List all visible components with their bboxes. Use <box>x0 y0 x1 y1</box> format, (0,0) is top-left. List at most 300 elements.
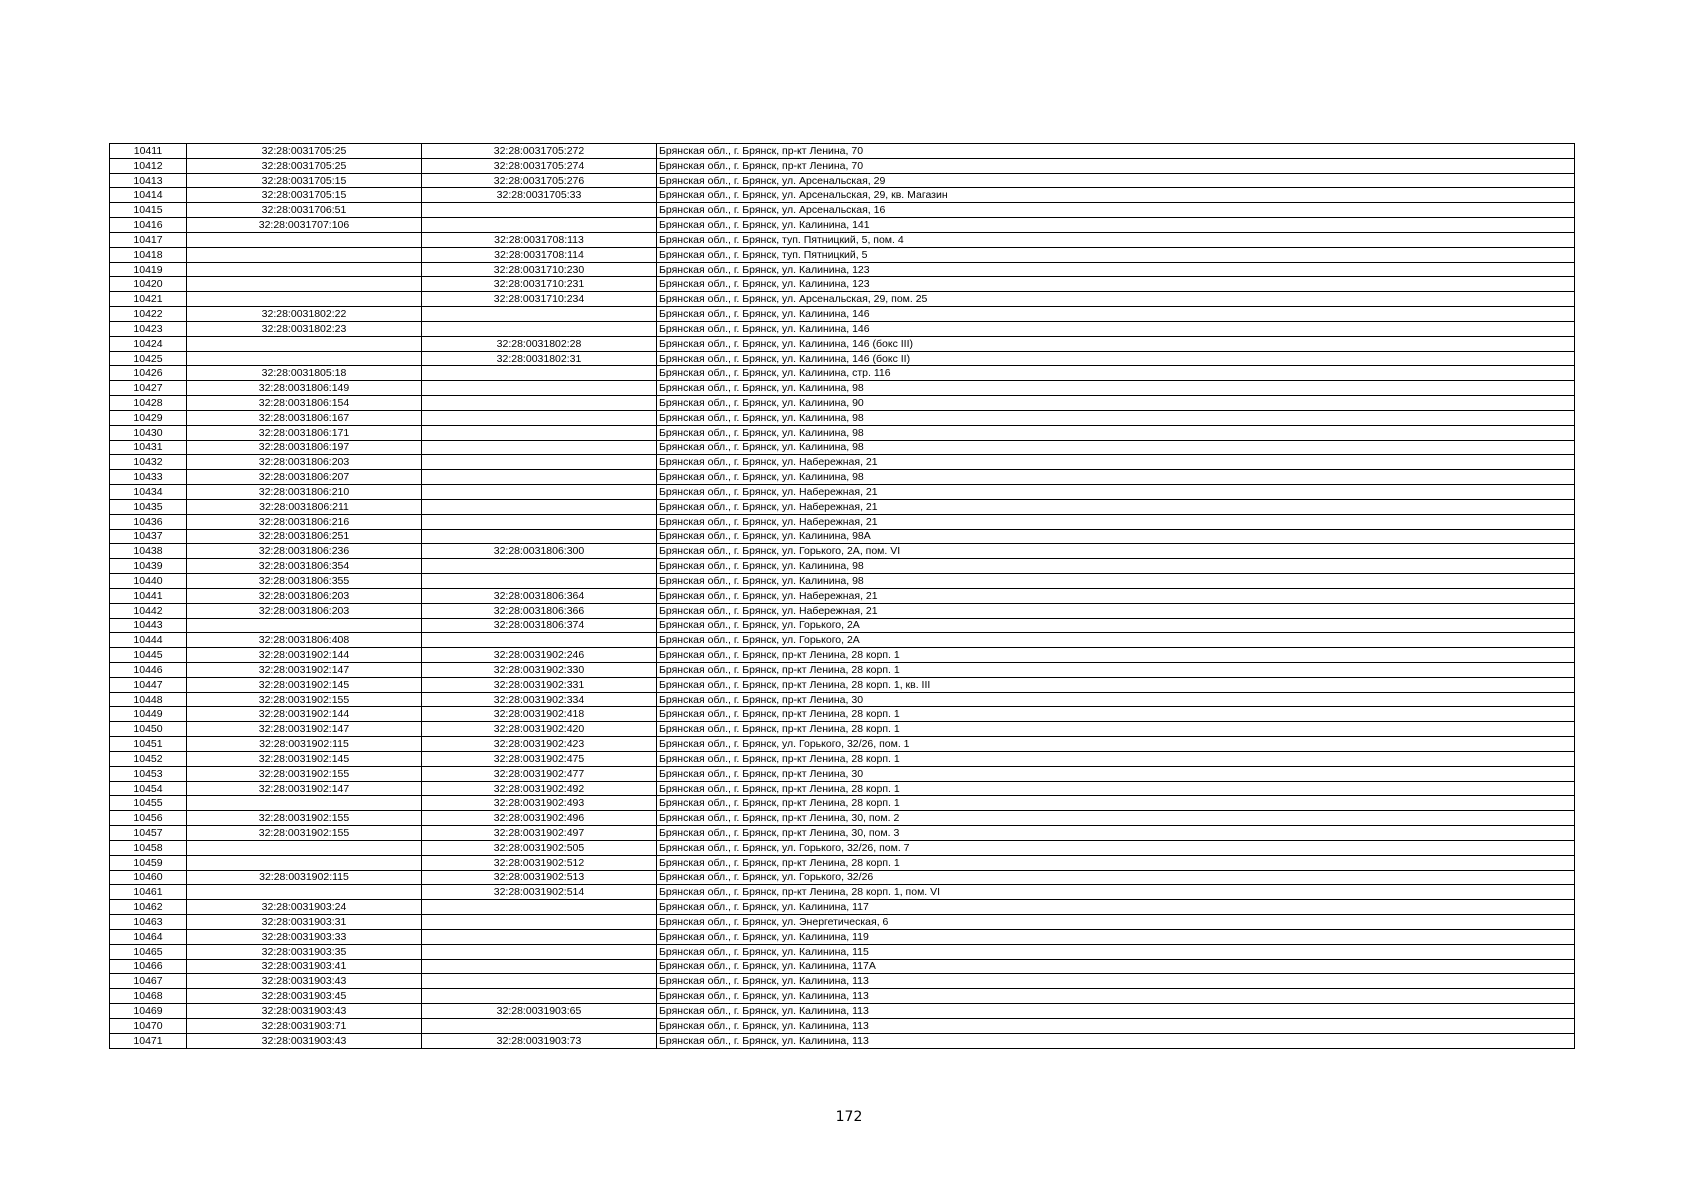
land-cadastral-number-cell <box>187 351 422 366</box>
table-row <box>110 722 1575 737</box>
address-cell: Брянская обл., г. Брянск, ул. Калинина, 141 <box>657 218 1575 233</box>
table-row <box>110 989 1575 1004</box>
object-cadastral-number-cell <box>422 381 657 396</box>
row-number-cell: 10421 <box>110 292 187 307</box>
table-row <box>110 351 1575 366</box>
row-number-cell: 10435 <box>110 499 187 514</box>
land-cadastral-number-cell <box>187 840 422 855</box>
table-row <box>110 855 1575 870</box>
address-cell: Брянская обл., г. Брянск, ул. Набережная, 21 <box>657 588 1575 603</box>
address-cell: Брянская обл., г. Брянск, ул. Калинина, 117 <box>657 900 1575 915</box>
table-row <box>110 811 1575 826</box>
land-cadastral-number-cell <box>187 262 422 277</box>
address-cell: Брянская обл., г. Брянск, ул. Арсенальская, 16 <box>657 203 1575 218</box>
land-cadastral-number-cell: 32:28:0031705:25 <box>187 158 422 173</box>
address-cell: Брянская обл., г. Брянск, ул. Калинина, 98 <box>657 440 1575 455</box>
land-cadastral-number-cell: 32:28:0031806:210 <box>187 485 422 500</box>
row-number-cell: 10426 <box>110 366 187 381</box>
row-number-cell: 10433 <box>110 470 187 485</box>
land-cadastral-number-cell: 32:28:0031902:155 <box>187 766 422 781</box>
row-number-cell: 10427 <box>110 381 187 396</box>
address-cell: Брянская обл., г. Брянск, ул. Калинина, 117А <box>657 959 1575 974</box>
row-number-cell: 10457 <box>110 826 187 841</box>
table-row <box>110 425 1575 440</box>
address-cell: Брянская обл., г. Брянск, пр-кт Ленина, 28 корп. 1 <box>657 648 1575 663</box>
row-number-cell: 10449 <box>110 707 187 722</box>
row-number-cell: 10459 <box>110 855 187 870</box>
land-cadastral-number-cell: 32:28:0031806:203 <box>187 455 422 470</box>
row-number-cell: 10424 <box>110 336 187 351</box>
table-row <box>110 559 1575 574</box>
address-cell: Брянская обл., г. Брянск, туп. Пятницкий, 5 <box>657 247 1575 262</box>
row-number-cell: 10452 <box>110 751 187 766</box>
object-cadastral-number-cell <box>422 900 657 915</box>
address-cell: Брянская обл., г. Брянск, ул. Калинина, 98А <box>657 529 1575 544</box>
table-row <box>110 618 1575 633</box>
row-number-cell: 10437 <box>110 529 187 544</box>
table-row <box>110 455 1575 470</box>
table-row <box>110 485 1575 500</box>
land-cadastral-number-cell: 32:28:0031806:251 <box>187 529 422 544</box>
land-cadastral-number-cell: 32:28:0031705:25 <box>187 144 422 159</box>
address-cell: Брянская обл., г. Брянск, ул. Калинина, 90 <box>657 396 1575 411</box>
table-row <box>110 692 1575 707</box>
row-number-cell: 10423 <box>110 321 187 336</box>
object-cadastral-number-cell <box>422 410 657 425</box>
land-cadastral-number-cell: 32:28:0031902:147 <box>187 662 422 677</box>
address-cell: Брянская обл., г. Брянск, ул. Набережная, 21 <box>657 485 1575 500</box>
registry-table <box>109 143 1575 1049</box>
object-cadastral-number-cell <box>422 633 657 648</box>
table-row <box>110 514 1575 529</box>
table-row <box>110 870 1575 885</box>
table-row <box>110 707 1575 722</box>
land-cadastral-number-cell: 32:28:0031802:23 <box>187 321 422 336</box>
address-cell: Брянская обл., г. Брянск, пр-кт Ленина, 28 корп. 1 <box>657 751 1575 766</box>
row-number-cell: 10415 <box>110 203 187 218</box>
address-cell: Брянская обл., г. Брянск, ул. Калинина, 98 <box>657 425 1575 440</box>
land-cadastral-number-cell: 32:28:0031903:43 <box>187 1033 422 1048</box>
table-row <box>110 203 1575 218</box>
address-cell: Брянская обл., г. Брянск, ул. Калинина, 146 (бокс II) <box>657 351 1575 366</box>
row-number-cell: 10463 <box>110 915 187 930</box>
address-cell: Брянская обл., г. Брянск, пр-кт Ленина, 28 корп. 1 <box>657 781 1575 796</box>
object-cadastral-number-cell: 32:28:0031902:513 <box>422 870 657 885</box>
table-row <box>110 336 1575 351</box>
land-cadastral-number-cell: 32:28:0031902:155 <box>187 692 422 707</box>
row-number-cell: 10441 <box>110 588 187 603</box>
address-cell: Брянская обл., г. Брянск, пр-кт Ленина, 30, пом. 2 <box>657 811 1575 826</box>
row-number-cell: 10465 <box>110 944 187 959</box>
table-row <box>110 173 1575 188</box>
object-cadastral-number-cell: 32:28:0031806:300 <box>422 544 657 559</box>
address-cell: Брянская обл., г. Брянск, пр-кт Ленина, 30 <box>657 766 1575 781</box>
table-row <box>110 321 1575 336</box>
row-number-cell: 10462 <box>110 900 187 915</box>
land-cadastral-number-cell: 32:28:0031903:45 <box>187 989 422 1004</box>
object-cadastral-number-cell <box>422 440 657 455</box>
land-cadastral-number-cell <box>187 618 422 633</box>
table-row <box>110 781 1575 796</box>
land-cadastral-number-cell: 32:28:0031706:51 <box>187 203 422 218</box>
object-cadastral-number-cell: 32:28:0031802:31 <box>422 351 657 366</box>
object-cadastral-number-cell: 32:28:0031710:231 <box>422 277 657 292</box>
object-cadastral-number-cell <box>422 944 657 959</box>
row-number-cell: 10419 <box>110 262 187 277</box>
table-row <box>110 470 1575 485</box>
land-cadastral-number-cell <box>187 796 422 811</box>
table-row <box>110 648 1575 663</box>
table-row <box>110 959 1575 974</box>
object-cadastral-number-cell <box>422 485 657 500</box>
table-row <box>110 766 1575 781</box>
row-number-cell: 10442 <box>110 603 187 618</box>
address-cell: Брянская обл., г. Брянск, пр-кт Ленина, 30, пом. 3 <box>657 826 1575 841</box>
land-cadastral-number-cell <box>187 247 422 262</box>
address-cell: Брянская обл., г. Брянск, ул. Калинина, 113 <box>657 974 1575 989</box>
table-row <box>110 307 1575 322</box>
row-number-cell: 10438 <box>110 544 187 559</box>
object-cadastral-number-cell <box>422 974 657 989</box>
address-cell: Брянская обл., г. Брянск, ул. Калинина, 113 <box>657 1033 1575 1048</box>
object-cadastral-number-cell: 32:28:0031902:246 <box>422 648 657 663</box>
row-number-cell: 10428 <box>110 396 187 411</box>
table-row <box>110 366 1575 381</box>
address-cell: Брянская обл., г. Брянск, пр-кт Ленина, 28 корп. 1 <box>657 707 1575 722</box>
address-cell: Брянская обл., г. Брянск, ул. Калинина, 119 <box>657 929 1575 944</box>
address-cell: Брянская обл., г. Брянск, ул. Калинина, 123 <box>657 277 1575 292</box>
land-cadastral-number-cell: 32:28:0031902:147 <box>187 781 422 796</box>
object-cadastral-number-cell: 32:28:0031806:364 <box>422 588 657 603</box>
land-cadastral-number-cell: 32:28:0031903:31 <box>187 915 422 930</box>
land-cadastral-number-cell: 32:28:0031805:18 <box>187 366 422 381</box>
object-cadastral-number-cell: 32:28:0031903:65 <box>422 1004 657 1019</box>
address-cell: Брянская обл., г. Брянск, ул. Калинина, 146 (бокс III) <box>657 336 1575 351</box>
row-number-cell: 10450 <box>110 722 187 737</box>
object-cadastral-number-cell <box>422 959 657 974</box>
land-cadastral-number-cell: 32:28:0031902:144 <box>187 648 422 663</box>
object-cadastral-number-cell: 32:28:0031902:423 <box>422 737 657 752</box>
row-number-cell: 10429 <box>110 410 187 425</box>
object-cadastral-number-cell <box>422 929 657 944</box>
address-cell: Брянская обл., г. Брянск, ул. Калинина, 98 <box>657 381 1575 396</box>
land-cadastral-number-cell: 32:28:0031806:354 <box>187 559 422 574</box>
address-cell: Брянская обл., г. Брянск, ул. Арсенальская, 29 <box>657 173 1575 188</box>
table-row <box>110 885 1575 900</box>
table-row <box>110 840 1575 855</box>
row-number-cell: 10425 <box>110 351 187 366</box>
page-number: 172 <box>835 1109 863 1125</box>
object-cadastral-number-cell: 32:28:0031705:33 <box>422 188 657 203</box>
land-cadastral-number-cell <box>187 336 422 351</box>
row-number-cell: 10469 <box>110 1004 187 1019</box>
land-cadastral-number-cell: 32:28:0031806:171 <box>187 425 422 440</box>
table-row <box>110 544 1575 559</box>
table-row <box>110 826 1575 841</box>
address-cell: Брянская обл., г. Брянск, ул. Горького, 2А <box>657 633 1575 648</box>
object-cadastral-number-cell: 32:28:0031705:272 <box>422 144 657 159</box>
land-cadastral-number-cell: 32:28:0031902:115 <box>187 737 422 752</box>
land-cadastral-number-cell: 32:28:0031903:35 <box>187 944 422 959</box>
land-cadastral-number-cell <box>187 232 422 247</box>
address-cell: Брянская обл., г. Брянск, ул. Калинина, 113 <box>657 1018 1575 1033</box>
row-number-cell: 10448 <box>110 692 187 707</box>
object-cadastral-number-cell <box>422 455 657 470</box>
table-row <box>110 603 1575 618</box>
row-number-cell: 10432 <box>110 455 187 470</box>
row-number-cell: 10434 <box>110 485 187 500</box>
object-cadastral-number-cell: 32:28:0031903:73 <box>422 1033 657 1048</box>
table-row <box>110 144 1575 159</box>
land-cadastral-number-cell: 32:28:0031705:15 <box>187 188 422 203</box>
table-row <box>110 1004 1575 1019</box>
row-number-cell: 10412 <box>110 158 187 173</box>
object-cadastral-number-cell: 32:28:0031902:420 <box>422 722 657 737</box>
land-cadastral-number-cell: 32:28:0031902:155 <box>187 811 422 826</box>
address-cell: Брянская обл., г. Брянск, ул. Набережная, 21 <box>657 499 1575 514</box>
address-cell: Брянская обл., г. Брянск, пр-кт Ленина, 30 <box>657 692 1575 707</box>
object-cadastral-number-cell <box>422 514 657 529</box>
row-number-cell: 10456 <box>110 811 187 826</box>
object-cadastral-number-cell: 32:28:0031705:274 <box>422 158 657 173</box>
row-number-cell: 10418 <box>110 247 187 262</box>
object-cadastral-number-cell <box>422 989 657 1004</box>
row-number-cell: 10444 <box>110 633 187 648</box>
address-cell: Брянская обл., г. Брянск, ул. Калинина, 115 <box>657 944 1575 959</box>
address-cell: Брянская обл., г. Брянск, ул. Калинина, 98 <box>657 574 1575 589</box>
address-cell: Брянская обл., г. Брянск, ул. Набережная, 21 <box>657 603 1575 618</box>
row-number-cell: 10445 <box>110 648 187 663</box>
object-cadastral-number-cell: 32:28:0031902:497 <box>422 826 657 841</box>
address-cell: Брянская обл., г. Брянск, пр-кт Ленина, 28 корп. 1 <box>657 855 1575 870</box>
object-cadastral-number-cell <box>422 425 657 440</box>
land-cadastral-number-cell: 32:28:0031806:197 <box>187 440 422 455</box>
address-cell: Брянская обл., г. Брянск, ул. Калинина, 113 <box>657 1004 1575 1019</box>
land-cadastral-number-cell <box>187 277 422 292</box>
land-cadastral-number-cell: 32:28:0031705:15 <box>187 173 422 188</box>
address-cell: Брянская обл., г. Брянск, ул. Горького, 32/26, пом. 1 <box>657 737 1575 752</box>
table-row <box>110 292 1575 307</box>
row-number-cell: 10454 <box>110 781 187 796</box>
address-cell: Брянская обл., г. Брянск, ул. Горького, 32/26, пом. 7 <box>657 840 1575 855</box>
object-cadastral-number-cell <box>422 203 657 218</box>
object-cadastral-number-cell <box>422 366 657 381</box>
table-row <box>110 929 1575 944</box>
land-cadastral-number-cell: 32:28:0031806:203 <box>187 588 422 603</box>
row-number-cell: 10422 <box>110 307 187 322</box>
table-row <box>110 677 1575 692</box>
row-number-cell: 10458 <box>110 840 187 855</box>
object-cadastral-number-cell: 32:28:0031902:496 <box>422 811 657 826</box>
object-cadastral-number-cell: 32:28:0031705:276 <box>422 173 657 188</box>
table-row <box>110 529 1575 544</box>
object-cadastral-number-cell: 32:28:0031902:334 <box>422 692 657 707</box>
land-cadastral-number-cell: 32:28:0031806:149 <box>187 381 422 396</box>
table-row <box>110 381 1575 396</box>
row-number-cell: 10467 <box>110 974 187 989</box>
address-cell: Брянская обл., г. Брянск, ул. Арсенальская, 29, кв. Магазин <box>657 188 1575 203</box>
address-cell: Брянская обл., г. Брянск, туп. Пятницкий, 5, пом. 4 <box>657 232 1575 247</box>
land-cadastral-number-cell <box>187 855 422 870</box>
row-number-cell: 10417 <box>110 232 187 247</box>
address-cell: Брянская обл., г. Брянск, ул. Калинина, 113 <box>657 989 1575 1004</box>
object-cadastral-number-cell <box>422 321 657 336</box>
object-cadastral-number-cell: 32:28:0031902:493 <box>422 796 657 811</box>
object-cadastral-number-cell: 32:28:0031710:230 <box>422 262 657 277</box>
row-number-cell: 10455 <box>110 796 187 811</box>
address-cell: Брянская обл., г. Брянск, пр-кт Ленина, 28 корп. 1 <box>657 722 1575 737</box>
land-cadastral-number-cell: 32:28:0031903:43 <box>187 974 422 989</box>
land-cadastral-number-cell <box>187 885 422 900</box>
address-cell: Брянская обл., г. Брянск, пр-кт Ленина, 28 корп. 1 <box>657 796 1575 811</box>
object-cadastral-number-cell: 32:28:0031902:505 <box>422 840 657 855</box>
table-row <box>110 633 1575 648</box>
address-cell: Брянская обл., г. Брянск, ул. Набережная, 21 <box>657 455 1575 470</box>
address-cell: Брянская обл., г. Брянск, ул. Горького, 2А, пом. VI <box>657 544 1575 559</box>
object-cadastral-number-cell <box>422 470 657 485</box>
land-cadastral-number-cell: 32:28:0031902:147 <box>187 722 422 737</box>
land-cadastral-number-cell: 32:28:0031806:236 <box>187 544 422 559</box>
land-cadastral-number-cell: 32:28:0031806:216 <box>187 514 422 529</box>
object-cadastral-number-cell: 32:28:0031902:492 <box>422 781 657 796</box>
address-cell: Брянская обл., г. Брянск, ул. Набережная, 21 <box>657 514 1575 529</box>
object-cadastral-number-cell: 32:28:0031902:512 <box>422 855 657 870</box>
row-number-cell: 10440 <box>110 574 187 589</box>
address-cell: Брянская обл., г. Брянск, ул. Арсенальская, 29, пом. 25 <box>657 292 1575 307</box>
object-cadastral-number-cell <box>422 499 657 514</box>
land-cadastral-number-cell: 32:28:0031903:33 <box>187 929 422 944</box>
table-row <box>110 499 1575 514</box>
object-cadastral-number-cell <box>422 218 657 233</box>
address-cell: Брянская обл., г. Брянск, пр-кт Ленина, 70 <box>657 158 1575 173</box>
object-cadastral-number-cell: 32:28:0031902:418 <box>422 707 657 722</box>
land-cadastral-number-cell: 32:28:0031903:41 <box>187 959 422 974</box>
row-number-cell: 10464 <box>110 929 187 944</box>
row-number-cell: 10411 <box>110 144 187 159</box>
address-cell: Брянская обл., г. Брянск, ул. Калинина, 146 <box>657 321 1575 336</box>
table-row <box>110 751 1575 766</box>
table-row <box>110 188 1575 203</box>
row-number-cell: 10470 <box>110 1018 187 1033</box>
row-number-cell: 10447 <box>110 677 187 692</box>
object-cadastral-number-cell <box>422 1018 657 1033</box>
address-cell: Брянская обл., г. Брянск, ул. Калинина, 98 <box>657 470 1575 485</box>
address-cell: Брянская обл., г. Брянск, ул. Калинина, стр. 116 <box>657 366 1575 381</box>
row-number-cell: 10443 <box>110 618 187 633</box>
object-cadastral-number-cell <box>422 307 657 322</box>
object-cadastral-number-cell: 32:28:0031902:330 <box>422 662 657 677</box>
table-row <box>110 900 1575 915</box>
table-row <box>110 588 1575 603</box>
table-row <box>110 277 1575 292</box>
table-row <box>110 410 1575 425</box>
object-cadastral-number-cell: 32:28:0031806:374 <box>422 618 657 633</box>
land-cadastral-number-cell: 32:28:0031806:211 <box>187 499 422 514</box>
land-cadastral-number-cell: 32:28:0031903:24 <box>187 900 422 915</box>
object-cadastral-number-cell: 32:28:0031708:113 <box>422 232 657 247</box>
row-number-cell: 10430 <box>110 425 187 440</box>
address-cell: Брянская обл., г. Брянск, ул. Горького, 2А <box>657 618 1575 633</box>
land-cadastral-number-cell <box>187 292 422 307</box>
object-cadastral-number-cell: 32:28:0031902:475 <box>422 751 657 766</box>
object-cadastral-number-cell <box>422 559 657 574</box>
land-cadastral-number-cell: 32:28:0031707:106 <box>187 218 422 233</box>
table-row <box>110 440 1575 455</box>
object-cadastral-number-cell: 32:28:0031806:366 <box>422 603 657 618</box>
table-row <box>110 1018 1575 1033</box>
table-row <box>110 796 1575 811</box>
table-row <box>110 158 1575 173</box>
object-cadastral-number-cell <box>422 915 657 930</box>
row-number-cell: 10431 <box>110 440 187 455</box>
table-row <box>110 396 1575 411</box>
row-number-cell: 10466 <box>110 959 187 974</box>
land-cadastral-number-cell: 32:28:0031902:144 <box>187 707 422 722</box>
land-cadastral-number-cell: 32:28:0031802:22 <box>187 307 422 322</box>
table-row <box>110 915 1575 930</box>
address-cell: Брянская обл., г. Брянск, ул. Калинина, 123 <box>657 262 1575 277</box>
table-row <box>110 944 1575 959</box>
row-number-cell: 10420 <box>110 277 187 292</box>
address-cell: Брянская обл., г. Брянск, пр-кт Ленина, 28 корп. 1 <box>657 662 1575 677</box>
table-row <box>110 262 1575 277</box>
object-cadastral-number-cell: 32:28:0031710:234 <box>422 292 657 307</box>
object-cadastral-number-cell: 32:28:0031802:28 <box>422 336 657 351</box>
object-cadastral-number-cell: 32:28:0031902:477 <box>422 766 657 781</box>
address-cell: Брянская обл., г. Брянск, пр-кт Ленина, 28 корп. 1, пом. VI <box>657 885 1575 900</box>
table-row <box>110 232 1575 247</box>
object-cadastral-number-cell: 32:28:0031902:331 <box>422 677 657 692</box>
land-cadastral-number-cell: 32:28:0031902:115 <box>187 870 422 885</box>
address-cell: Брянская обл., г. Брянск, ул. Калинина, 98 <box>657 410 1575 425</box>
address-cell: Брянская обл., г. Брянск, ул. Горького, 32/26 <box>657 870 1575 885</box>
land-cadastral-number-cell: 32:28:0031806:203 <box>187 603 422 618</box>
object-cadastral-number-cell <box>422 574 657 589</box>
row-number-cell: 10453 <box>110 766 187 781</box>
land-cadastral-number-cell: 32:28:0031806:167 <box>187 410 422 425</box>
table-row <box>110 247 1575 262</box>
row-number-cell: 10451 <box>110 737 187 752</box>
land-cadastral-number-cell: 32:28:0031902:145 <box>187 751 422 766</box>
row-number-cell: 10468 <box>110 989 187 1004</box>
row-number-cell: 10413 <box>110 173 187 188</box>
table-row <box>110 1033 1575 1048</box>
table-row <box>110 737 1575 752</box>
land-cadastral-number-cell: 32:28:0031806:154 <box>187 396 422 411</box>
table-row <box>110 218 1575 233</box>
row-number-cell: 10460 <box>110 870 187 885</box>
object-cadastral-number-cell <box>422 396 657 411</box>
object-cadastral-number-cell: 32:28:0031708:114 <box>422 247 657 262</box>
land-cadastral-number-cell: 32:28:0031902:155 <box>187 826 422 841</box>
address-cell: Брянская обл., г. Брянск, ул. Калинина, 146 <box>657 307 1575 322</box>
address-cell: Брянская обл., г. Брянск, пр-кт Ленина, 28 корп. 1, кв. III <box>657 677 1575 692</box>
row-number-cell: 10414 <box>110 188 187 203</box>
land-cadastral-number-cell: 32:28:0031806:355 <box>187 574 422 589</box>
address-cell: Брянская обл., г. Брянск, ул. Калинина, 98 <box>657 559 1575 574</box>
row-number-cell: 10439 <box>110 559 187 574</box>
registry-table-body <box>110 144 1575 1049</box>
row-number-cell: 10436 <box>110 514 187 529</box>
land-cadastral-number-cell: 32:28:0031806:207 <box>187 470 422 485</box>
table-row <box>110 974 1575 989</box>
land-cadastral-number-cell: 32:28:0031806:408 <box>187 633 422 648</box>
object-cadastral-number-cell: 32:28:0031902:514 <box>422 885 657 900</box>
table-row <box>110 574 1575 589</box>
row-number-cell: 10446 <box>110 662 187 677</box>
row-number-cell: 10416 <box>110 218 187 233</box>
address-cell: Брянская обл., г. Брянск, ул. Энергетическая, 6 <box>657 915 1575 930</box>
